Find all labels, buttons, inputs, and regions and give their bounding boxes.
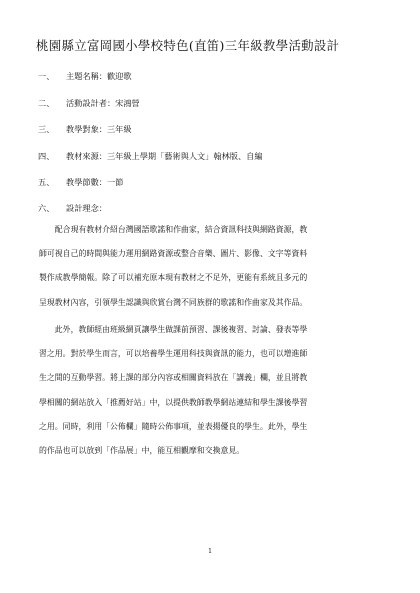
section-text: 主題名稱：歡迎歌 [66, 71, 132, 81]
section-text: 設計理念： [66, 203, 107, 213]
section-item-topic [38, 70, 132, 82]
section-text: 教材來源：三年級上學期「藝術與人文」翰林版、自編 [66, 151, 263, 161]
section-number: 六、 [38, 203, 55, 213]
paragraph-line: 製作成教學簡報。除了可以補充原本現有教材之不足外，更能有系統且多元的 [39, 273, 308, 283]
section-item-rationale [38, 202, 107, 214]
paragraph-line: 配合現有教材介紹台灣國語歌謠和作曲家，結合資訊科技與網路資源，教 [39, 225, 308, 234]
paragraph-line: 的作品也可以放到「作品展」中，能互相觀摩和交換意見。 [39, 445, 245, 455]
paragraph-line: 習之用。對於學生而言，可以培養學生運用科技與資訊的能力，也可以增進師 [39, 349, 308, 359]
section-number: 二、 [38, 98, 55, 108]
section-text: 活動設計者：宋鴻營 [66, 98, 140, 108]
document-title: 桃園縣立富岡國小學校特色(直笛)三年級教學活動設計 [36, 38, 340, 53]
section-number: 四、 [38, 151, 55, 161]
rationale-paragraph-2 [39, 318, 381, 463]
paragraph-line: 此外，教師經由班級網頁讓學生做課前預習、課後複習、討論、發表等學 [39, 325, 308, 334]
paragraph-line: 呈現教材內容，引領學生認識與欣賞台灣不同族群的歌謠和作曲家及其作品。 [39, 297, 308, 307]
section-number: 五、 [38, 177, 55, 187]
section-item-audience [38, 123, 132, 135]
section-item-designer [38, 97, 140, 109]
paragraph-line: 師可視自己的時間與能力運用網路資源或整合音樂、圖片、影像、文字等資料 [39, 249, 308, 259]
section-item-periods [38, 176, 123, 188]
paragraph-line: 生之間的互動學習。將上課的部分內容或相關資料放在「講義」欄，並且將教 [39, 373, 308, 383]
rationale-paragraph-1 [39, 218, 381, 315]
paragraph-line: 之用。同時，利用「公佈欄」隨時公佈事項，並表揚優良的學生。此外，學生 [39, 421, 308, 431]
section-text: 教學對象：三年級 [66, 124, 132, 134]
page-number: 1 [208, 548, 212, 555]
section-number: 一、 [38, 71, 55, 81]
section-number: 三、 [38, 124, 55, 134]
section-text: 教學節數：一節 [66, 177, 124, 187]
paragraph-line: 學相關的網站放入「推薦好站」中，以提供教師教學網站連結和學生課後學習 [39, 397, 308, 407]
section-item-source [38, 150, 263, 162]
